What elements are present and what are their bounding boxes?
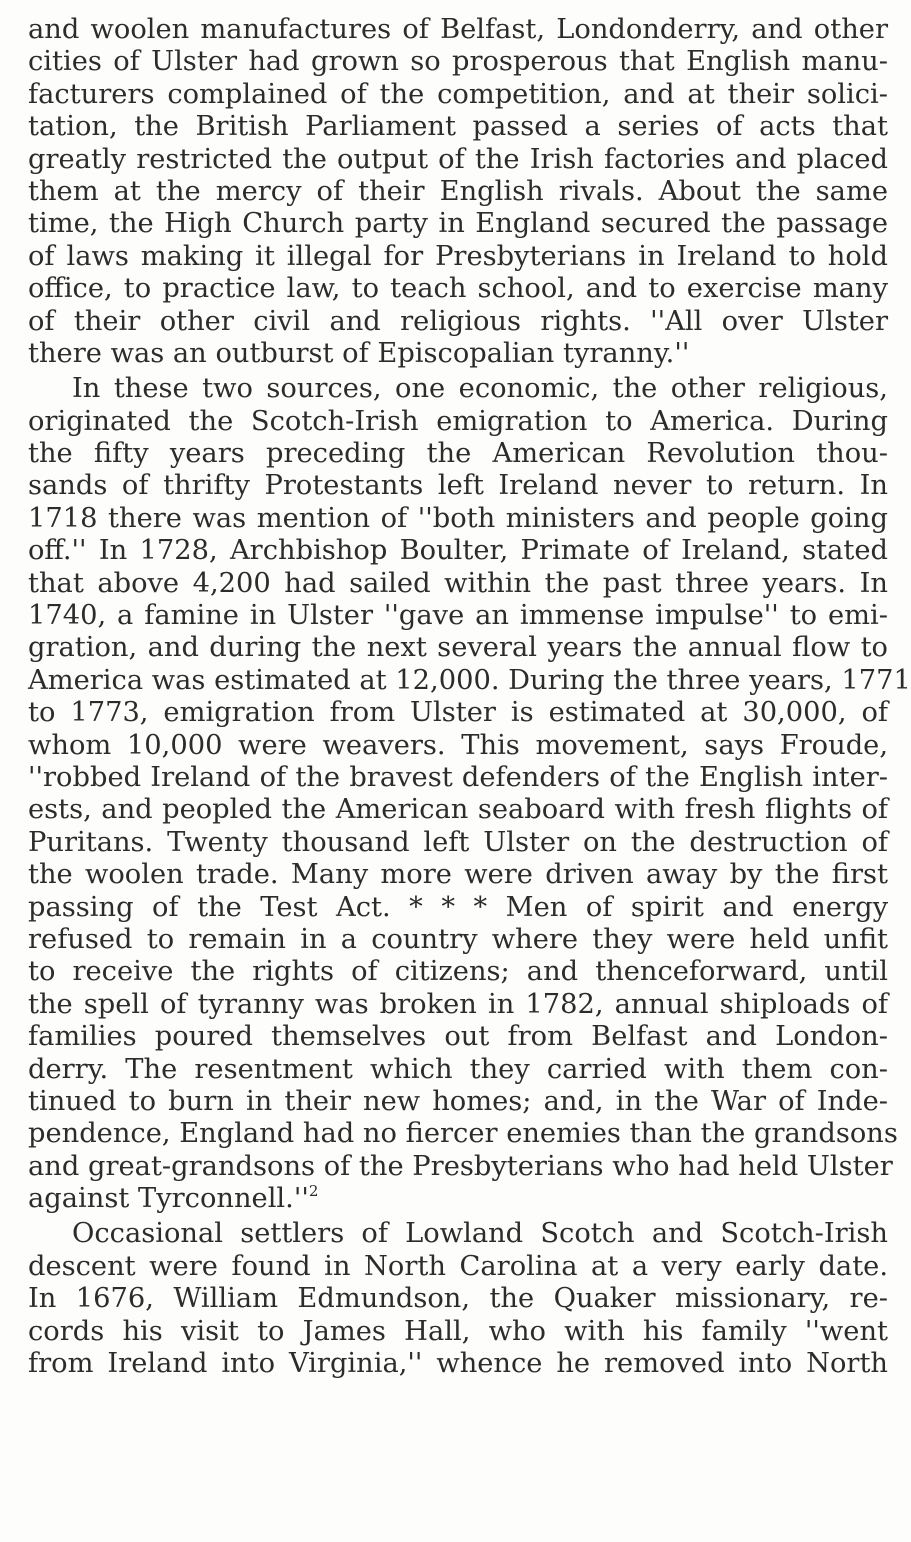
- text-line: Occasional settlers of Lowland Scotch and Scotch-Irish: [72, 1218, 888, 1250]
- text-line: the spell of tyranny was broken in 1782, annual shiploads of: [28, 988, 888, 1020]
- text-line: America was estimated at 12,000. During the three years, 1771: [28, 664, 911, 696]
- text-line: ests, and peopled the American seaboard with fresh flights of: [28, 794, 888, 826]
- text-line: pendence, England had no fiercer enemies than the grandsons: [28, 1118, 898, 1150]
- text-line: to 1773, emigration from Ulster is estimated at 30,000, of: [28, 697, 888, 729]
- text-line: of their other civil and religious rights. ''All over Ulster: [28, 305, 888, 337]
- paragraph-2: [28, 373, 911, 1215]
- text-line: facturers complained of the competition, and at their solici-: [28, 78, 888, 110]
- text-line: them at the mercy of their English rivals. About the same: [28, 175, 888, 207]
- text-line: the woolen trade. Many more were driven away by the first: [28, 859, 888, 891]
- text-line: there was an outburst of Episcopalian tyranny.'': [28, 337, 690, 369]
- text-line: office, to practice law, to teach school, and to exercise many: [28, 273, 888, 305]
- text-line: In 1676, William Edmundson, the Quaker missionary, re-: [28, 1283, 888, 1315]
- paragraph-3: [28, 1218, 888, 1380]
- footnote-marker[interactable]: 2: [308, 1182, 319, 1201]
- paragraph-1: [28, 14, 888, 370]
- text-line: off.'' In 1728, Archbishop Boulter, Primate of Ireland, stated: [28, 535, 888, 567]
- body-text: [28, 14, 911, 1380]
- text-line: families poured themselves out from Belfast and London-: [28, 1021, 888, 1053]
- text-line: originated the Scotch-Irish emigration to America. During: [28, 405, 888, 437]
- text-line: 1718 there was mention of ''both ministers and people going: [28, 502, 888, 534]
- text-line: ''robbed Ireland of the bravest defenders of the English inter-: [28, 761, 888, 793]
- text-line: Puritans. Twenty thousand left Ulster on the destruction of: [28, 826, 888, 858]
- text-line: and woolen manufactures of Belfast, Londonderry, and other: [28, 14, 888, 45]
- text-line: 1740, a famine in Ulster ''gave an immense impulse'' to emi-: [28, 600, 888, 632]
- text-line: derry. The resentment which they carried with them con-: [28, 1053, 888, 1085]
- text-line: descent were found in North Carolina at a very early date.: [28, 1250, 888, 1282]
- text-line: passing of the Test Act. * * * Men of spirit and energy: [28, 891, 888, 923]
- text-line: whom 10,000 were weavers. This movement, says Froude,: [28, 729, 888, 761]
- text-line: tinued to burn in their new homes; and, in the War of Inde-: [28, 1085, 888, 1117]
- text-line: cords his visit to James Hall, who with his family ''went: [28, 1315, 888, 1347]
- text-line: sands of thrifty Protestants left Ireland never to return. In: [28, 470, 888, 502]
- text-line: of laws making it illegal for Presbyterians in Ireland to hold: [28, 240, 888, 272]
- text-line: In these two sources, one economic, the other religious,: [72, 373, 888, 405]
- text-line: and great-grandsons of the Presbyterians who had held Ulster: [28, 1150, 893, 1182]
- text-line: to receive the rights of citizens; and thenceforward, until: [28, 956, 888, 988]
- text-line: the fifty years preceding the American Revolution thou-: [28, 438, 888, 470]
- text-line: against Tyrconnell.'': [28, 1183, 309, 1215]
- text-line-with-footnote: [28, 1183, 888, 1215]
- text-line: that above 4,200 had sailed within the past three years. In: [28, 567, 888, 599]
- text-line: cities of Ulster had grown so prosperous that English manu-: [28, 46, 888, 78]
- text-line: refused to remain in a country where they were held unfit: [28, 923, 888, 955]
- text-line: from Ireland into Virginia,'' whence he removed into North: [28, 1348, 888, 1380]
- text-line: tation, the British Parliament passed a series of acts that: [28, 111, 888, 143]
- text-line: greatly restricted the output of the Irish factories and placed: [28, 143, 888, 175]
- text-line: gration, and during the next several years the annual flow to: [28, 632, 888, 664]
- text-line: time, the High Church party in England secured the passage: [28, 208, 888, 240]
